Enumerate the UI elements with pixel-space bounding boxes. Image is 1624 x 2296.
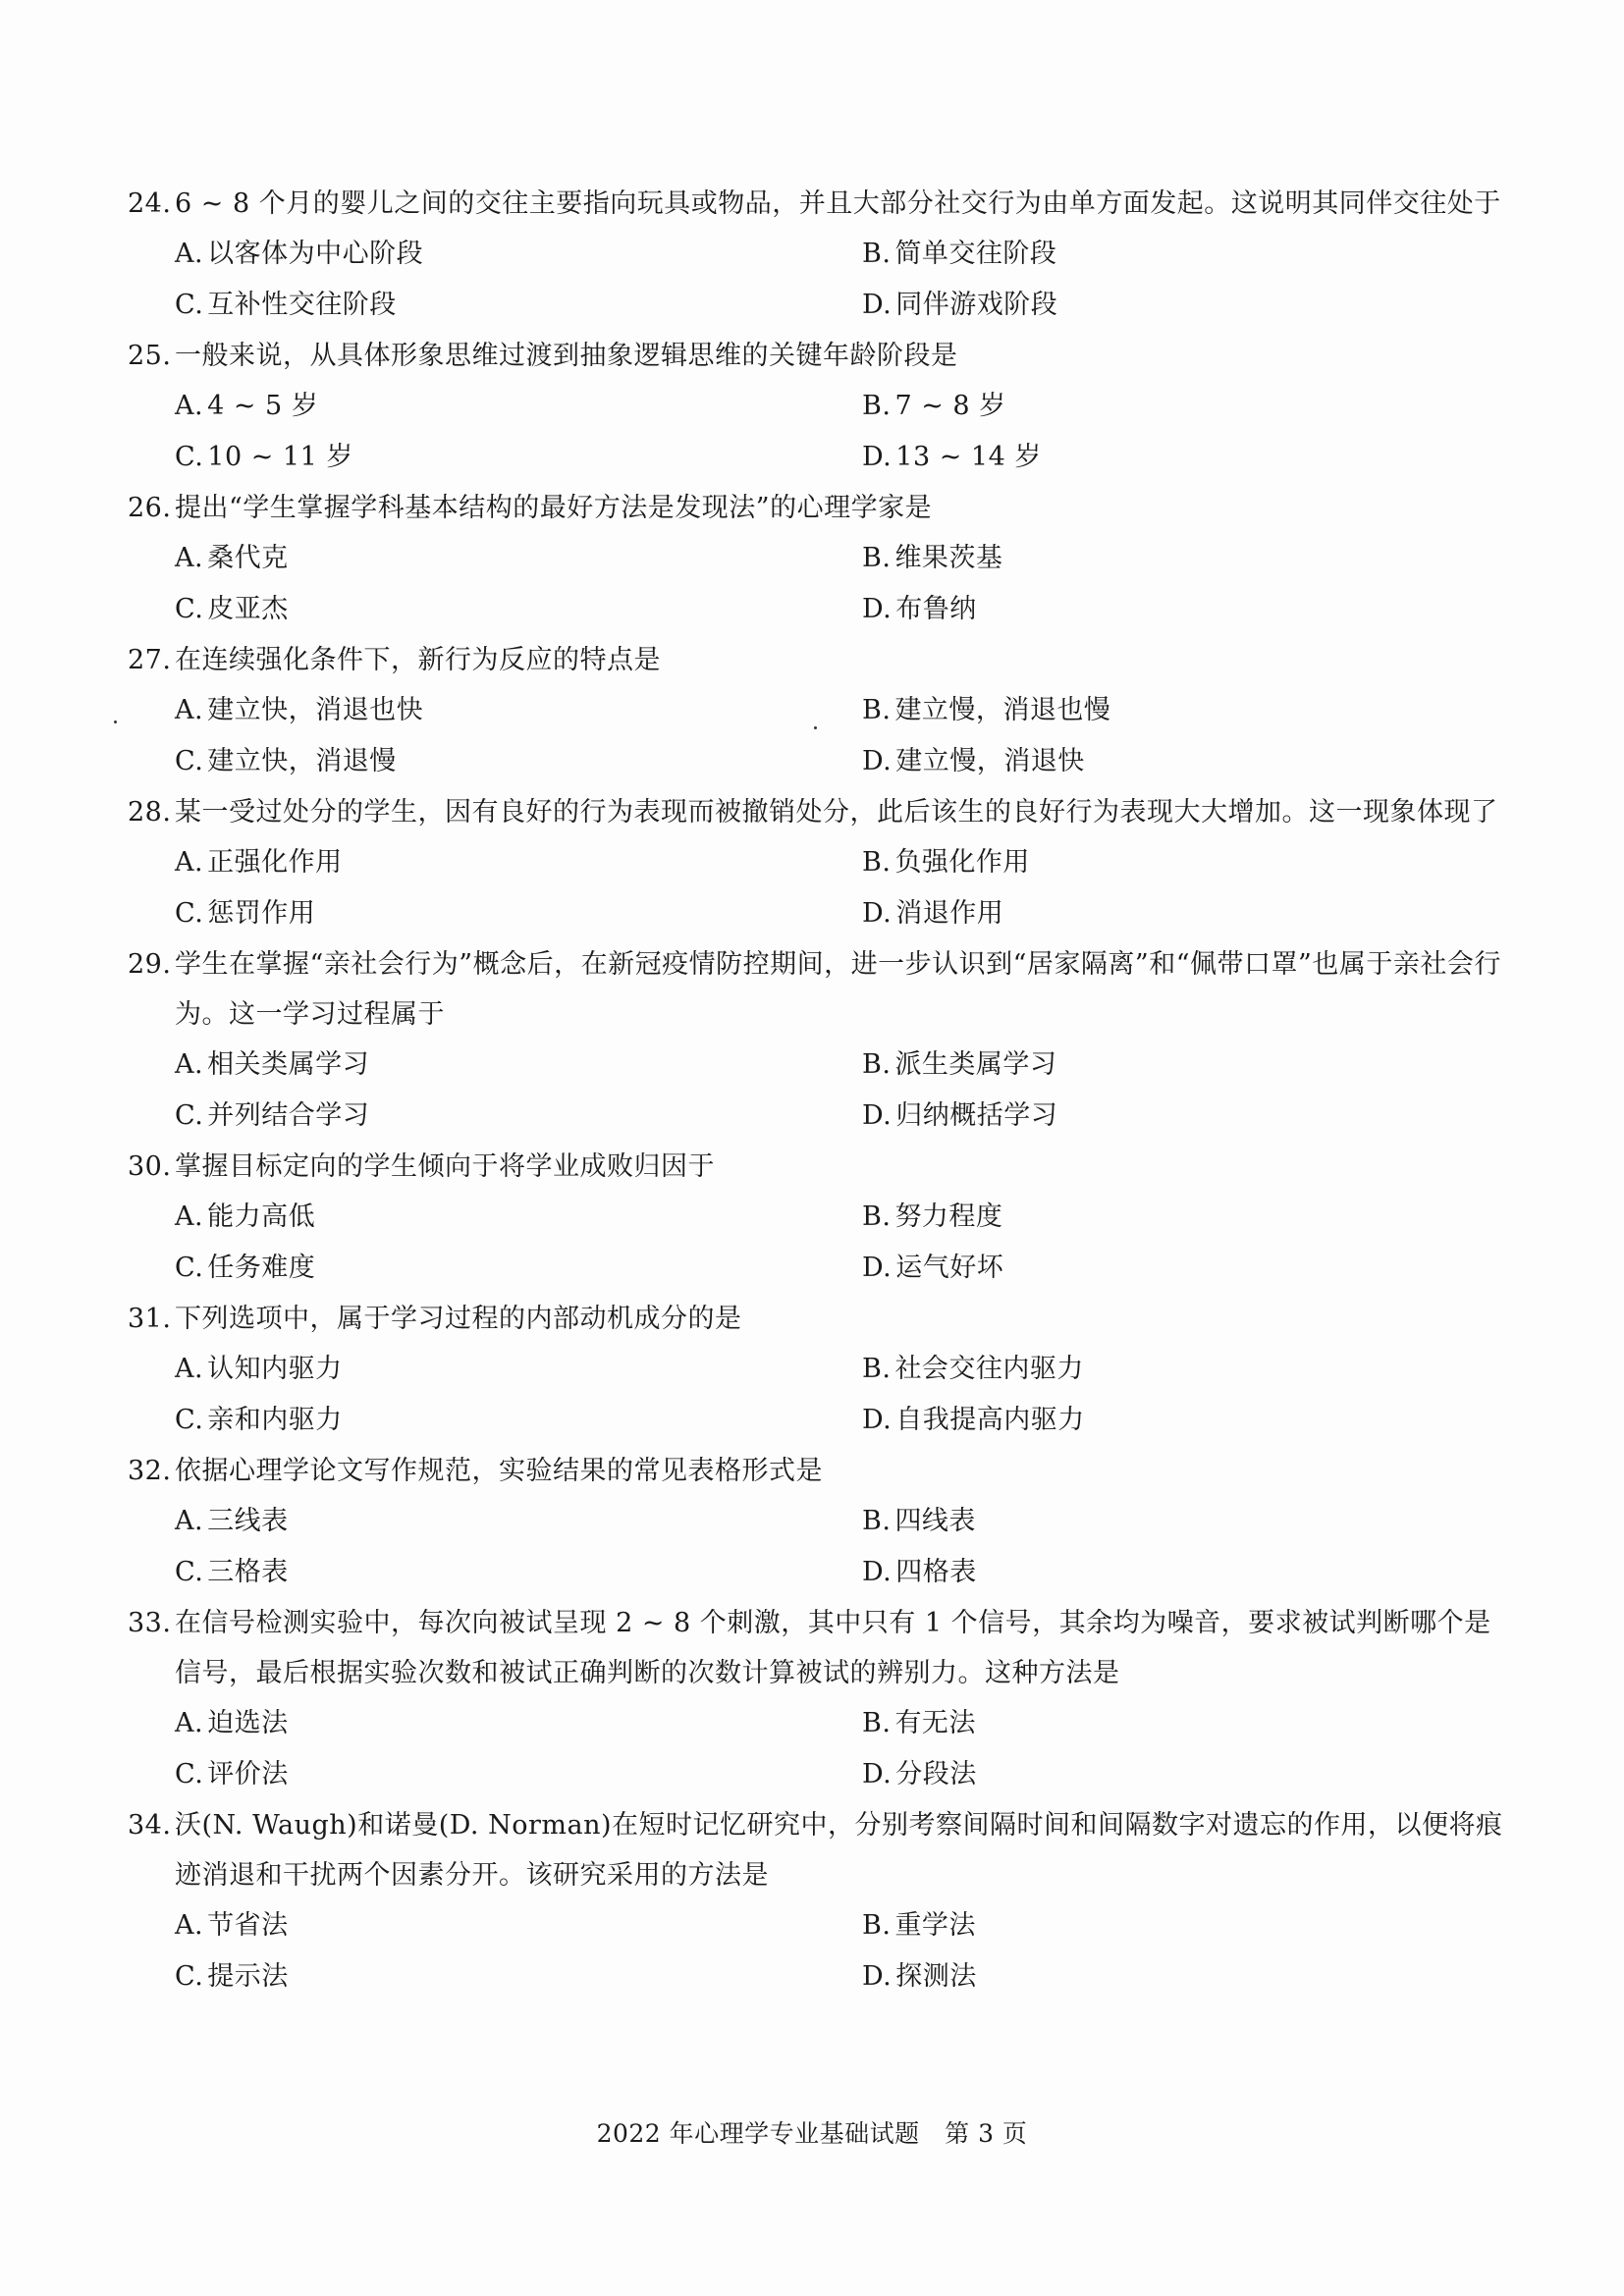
- option-letter: B.: [862, 695, 892, 725]
- option-letter: A.: [175, 391, 204, 421]
- question-item: [128, 1294, 1512, 1446]
- answer-option: [862, 1344, 1084, 1395]
- option-text: 同伴游戏阶段: [895, 290, 1058, 320]
- option-letter: A.: [175, 543, 204, 573]
- option-row: [128, 1900, 1512, 1951]
- option-letter: D.: [862, 1100, 893, 1131]
- option-letter: D.: [862, 290, 893, 320]
- option-letter: A.: [175, 1708, 204, 1738]
- option-letter: C.: [175, 290, 204, 320]
- option-letter: A.: [175, 847, 204, 878]
- option-row: [128, 1496, 1512, 1547]
- option-text: 能力高低: [207, 1201, 316, 1232]
- answer-option: [175, 1698, 862, 1749]
- option-letter: A.: [175, 1201, 204, 1232]
- scan-speck: [114, 721, 117, 723]
- option-text: 有无法: [894, 1708, 976, 1738]
- option-text: 归纳概括学习: [895, 1100, 1058, 1131]
- option-letter: A.: [175, 1354, 204, 1384]
- option-text: 简单交往阶段: [894, 239, 1057, 269]
- option-letter: C.: [175, 1759, 204, 1789]
- question-stem: [128, 939, 1512, 1040]
- option-letter: C.: [175, 1253, 204, 1283]
- option-text: 布鲁纳: [895, 594, 977, 624]
- option-text: 正强化作用: [207, 847, 343, 878]
- answer-option: [862, 888, 1003, 939]
- option-letter: D.: [862, 1759, 893, 1789]
- question-text: 某一受过处分的学生，因有良好的行为表现而被撤销处分，此后该生的良好行为表现大大增加。这一现象体现了: [175, 797, 1498, 828]
- question-item: [128, 939, 1512, 1142]
- option-row: [128, 1395, 1512, 1446]
- answer-option: [862, 1496, 976, 1547]
- answer-option: [175, 736, 862, 787]
- option-text: 任务难度: [207, 1253, 316, 1283]
- answer-option: [175, 1951, 862, 2002]
- option-letter: B.: [862, 1708, 892, 1738]
- option-row: [128, 533, 1512, 584]
- page-footer: 2022 年心理学专业基础试题 第 3 页: [596, 2119, 1028, 2148]
- question-number: 31.: [128, 1304, 172, 1334]
- question-item: [128, 1598, 1512, 1800]
- answer-option: [862, 584, 977, 635]
- answer-option: [175, 1040, 862, 1091]
- question-text: 在信号检测实验中，每次向被试呈现 2 ~ 8 个刺激，其中只有 1 个信号，其余均为噪音，要求被试判断哪个是信号，最后根据实验次数和被试正确判断的次数计算被试的辨别力。这种方法是: [175, 1608, 1491, 1688]
- question-text: 在连续强化条件下，新行为反应的特点是: [175, 645, 661, 675]
- option-letter: A.: [175, 1910, 204, 1941]
- option-letter: B.: [862, 1506, 892, 1536]
- answer-option: [862, 1900, 976, 1951]
- answer-option: [862, 1040, 1056, 1091]
- question-text: 沃(N. Waugh)和诺曼(D. Norman)在短时记忆研究中，分别考察间隔时间和间隔数字对遗忘的作用，以便将痕迹消退和干扰两个因素分开。该研究采用的方法是: [175, 1810, 1503, 1891]
- option-row: [128, 381, 1512, 432]
- option-letter: A.: [175, 239, 204, 269]
- answer-option: [175, 888, 862, 939]
- option-text: 四格表: [895, 1557, 977, 1587]
- option-row: [128, 1698, 1512, 1749]
- question-stem: [128, 1142, 1512, 1192]
- option-row: [128, 1951, 1512, 2002]
- answer-option: [862, 1749, 977, 1800]
- answer-option: [175, 381, 862, 432]
- option-row: [128, 1192, 1512, 1243]
- answer-option: [175, 280, 862, 331]
- answer-option: [862, 1395, 1085, 1446]
- question-number: 34.: [128, 1810, 172, 1841]
- option-text: 以客体为中心阶段: [207, 239, 424, 269]
- question-number: 29.: [128, 949, 172, 980]
- option-text: 重学法: [894, 1910, 976, 1941]
- question-stem: [128, 331, 1512, 381]
- answer-option: [862, 280, 1057, 331]
- option-text: 13 ~ 14 岁: [895, 442, 1042, 472]
- question-item: [128, 331, 1512, 483]
- question-text: 一般来说，从具体形象思维过渡到抽象逻辑思维的关键年龄阶段是: [175, 341, 958, 371]
- answer-option: [175, 837, 862, 888]
- option-text: 建立慢，消退也慢: [894, 695, 1111, 725]
- answer-option: [862, 1698, 976, 1749]
- option-text: 7 ~ 8 岁: [894, 391, 1006, 421]
- option-text: 分段法: [895, 1759, 977, 1789]
- question-number: 26.: [128, 493, 172, 523]
- question-text: 提出“学生掌握学科基本结构的最好方法是发现法”的心理学家是: [175, 493, 933, 523]
- option-letter: D.: [862, 442, 893, 472]
- option-text: 负强化作用: [894, 847, 1030, 878]
- answer-option: [175, 229, 862, 280]
- question-number: 33.: [128, 1608, 172, 1638]
- option-text: 运气好坏: [895, 1253, 1004, 1283]
- question-stem: [128, 1800, 1512, 1900]
- option-text: 社会交往内驱力: [894, 1354, 1084, 1384]
- option-text: 节省法: [207, 1910, 289, 1941]
- option-text: 桑代克: [207, 543, 289, 573]
- option-text: 四线表: [894, 1506, 976, 1536]
- question-text: 掌握目标定向的学生倾向于将学业成败归因于: [175, 1151, 715, 1182]
- answer-option: [862, 1091, 1057, 1142]
- question-stem: [128, 1598, 1512, 1698]
- answer-option: [862, 432, 1042, 483]
- answer-option: [175, 1192, 862, 1243]
- answer-option: [175, 533, 862, 584]
- answer-option: [862, 685, 1110, 736]
- question-item: [128, 1800, 1512, 2002]
- option-row: [128, 888, 1512, 939]
- option-row: [128, 280, 1512, 331]
- option-row: [128, 736, 1512, 787]
- question-number: 27.: [128, 645, 172, 675]
- option-text: 建立快，消退也快: [207, 695, 424, 725]
- option-row: [128, 1040, 1512, 1091]
- option-row: [128, 1547, 1512, 1598]
- option-text: 消退作用: [895, 898, 1004, 929]
- question-number: 25.: [128, 341, 172, 371]
- option-letter: B.: [862, 1201, 892, 1232]
- option-letter: D.: [862, 1405, 893, 1435]
- question-text: 依据心理学论文写作规范，实验结果的常见表格形式是: [175, 1456, 823, 1486]
- answer-option: [175, 1749, 862, 1800]
- option-text: 惩罚作用: [207, 898, 316, 929]
- answer-option: [862, 1547, 977, 1598]
- option-letter: B.: [862, 239, 892, 269]
- question-item: [128, 1142, 1512, 1294]
- option-text: 10 ~ 11 岁: [207, 442, 353, 472]
- answer-option: [175, 1496, 862, 1547]
- question-number: 24.: [128, 188, 172, 219]
- answer-option: [862, 1243, 1003, 1294]
- option-row: [128, 1749, 1512, 1800]
- question-text: 下列选项中，属于学习过程的内部动机成分的是: [175, 1304, 742, 1334]
- option-letter: C.: [175, 1100, 204, 1131]
- question-stem: [128, 1446, 1512, 1496]
- question-stem: [128, 483, 1512, 533]
- option-letter: C.: [175, 898, 204, 929]
- option-letter: D.: [862, 1961, 893, 1992]
- option-text: 维果茨基: [894, 543, 1003, 573]
- option-row: [128, 1344, 1512, 1395]
- option-text: 建立慢，消退快: [895, 746, 1085, 776]
- option-letter: C.: [175, 1961, 204, 1992]
- answer-option: [175, 685, 862, 736]
- option-text: 迫选法: [207, 1708, 289, 1738]
- option-row: [128, 584, 1512, 635]
- option-text: 努力程度: [894, 1201, 1003, 1232]
- option-letter: B.: [862, 1049, 892, 1080]
- question-number: 30.: [128, 1151, 172, 1182]
- option-text: 亲和内驱力: [207, 1405, 343, 1435]
- question-stem: [128, 1294, 1512, 1344]
- option-letter: C.: [175, 1557, 204, 1587]
- option-row: [128, 685, 1512, 736]
- question-number: 28.: [128, 797, 172, 828]
- option-text: 认知内驱力: [207, 1354, 343, 1384]
- answer-option: [175, 1395, 862, 1446]
- answer-option: [862, 837, 1030, 888]
- option-letter: A.: [175, 1049, 204, 1080]
- question-item: [128, 635, 1512, 787]
- option-row: [128, 1243, 1512, 1294]
- question-item: [128, 483, 1512, 635]
- question-item: [128, 179, 1512, 331]
- option-text: 皮亚杰: [207, 594, 289, 624]
- option-letter: A.: [175, 695, 204, 725]
- question-stem: [128, 179, 1512, 229]
- option-letter: D.: [862, 1253, 893, 1283]
- question-stem: [128, 635, 1512, 685]
- question-stem: [128, 787, 1512, 837]
- question-number: 32.: [128, 1456, 172, 1486]
- option-letter: D.: [862, 898, 893, 929]
- option-letter: B.: [862, 543, 892, 573]
- option-text: 探测法: [895, 1961, 977, 1992]
- answer-option: [862, 736, 1085, 787]
- option-letter: A.: [175, 1506, 204, 1536]
- option-letter: C.: [175, 594, 204, 624]
- option-letter: D.: [862, 594, 893, 624]
- answer-option: [175, 1091, 862, 1142]
- option-letter: B.: [862, 1354, 892, 1384]
- option-letter: B.: [862, 391, 892, 421]
- option-text: 并列结合学习: [207, 1100, 370, 1131]
- option-row: [128, 1091, 1512, 1142]
- question-item: [128, 1446, 1512, 1598]
- option-text: 派生类属学习: [894, 1049, 1057, 1080]
- option-text: 4 ~ 5 岁: [207, 391, 319, 421]
- option-text: 提示法: [207, 1961, 289, 1992]
- question-text: 学生在掌握“亲社会行为”概念后，在新冠疫情防控期间，进一步认识到“居家隔离”和“佩带口罩”也属于亲社会行为。这一学习过程属于: [175, 949, 1501, 1030]
- answer-option: [175, 1243, 862, 1294]
- option-row: [128, 229, 1512, 280]
- answer-option: [862, 533, 1002, 584]
- option-letter: D.: [862, 1557, 893, 1587]
- question-list: [128, 179, 1512, 2002]
- question-item: [128, 787, 1512, 939]
- option-text: 建立快，消退慢: [207, 746, 397, 776]
- option-letter: D.: [862, 746, 893, 776]
- option-text: 自我提高内驱力: [895, 1405, 1085, 1435]
- option-letter: C.: [175, 1405, 204, 1435]
- option-row: [128, 432, 1512, 483]
- answer-option: [175, 584, 862, 635]
- answer-option: [862, 229, 1056, 280]
- answer-option: [862, 1192, 1002, 1243]
- option-text: 相关类属学习: [207, 1049, 370, 1080]
- option-text: 三格表: [207, 1557, 289, 1587]
- answer-option: [175, 1547, 862, 1598]
- answer-option: [175, 1900, 862, 1951]
- option-text: 评价法: [207, 1759, 289, 1789]
- option-row: [128, 837, 1512, 888]
- answer-option: [862, 1951, 977, 2002]
- answer-option: [175, 1344, 862, 1395]
- answer-option: [862, 381, 1006, 432]
- option-text: 三线表: [207, 1506, 289, 1536]
- question-text: 6 ~ 8 个月的婴儿之间的交往主要指向玩具或物品，并且大部分社交行为由单方面发起。这说明其同伴交往处于: [175, 188, 1501, 219]
- option-letter: C.: [175, 442, 204, 472]
- option-letter: C.: [175, 746, 204, 776]
- option-text: 互补性交往阶段: [207, 290, 397, 320]
- answer-option: [175, 432, 862, 483]
- option-letter: B.: [862, 847, 892, 878]
- option-letter: B.: [862, 1910, 892, 1941]
